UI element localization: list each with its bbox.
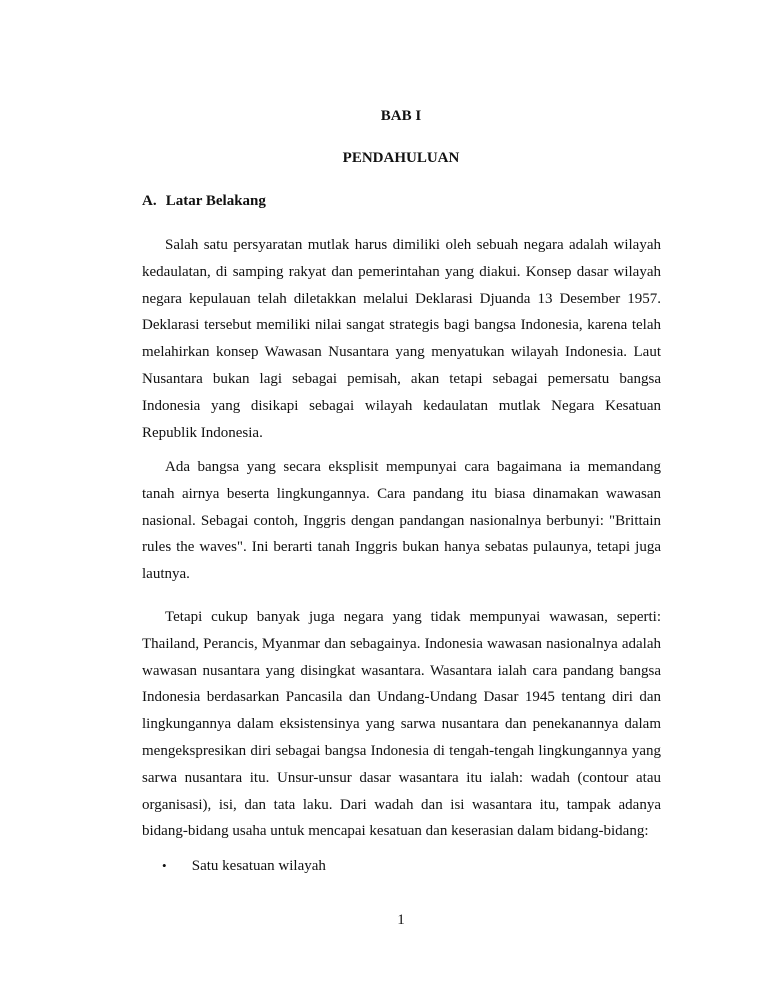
bullet-item (162, 858, 326, 875)
section-number: A. (142, 193, 157, 209)
paragraph-line: Indonesia berdasarkan Pancasila dan Undang-Undang Dasar 1945 tentang diri dan (142, 689, 661, 706)
section-heading (142, 193, 266, 210)
paragraph-line: nasional. Sebagai contoh, Inggris dengan pandangan nasionalnya berbunyi: "Brittain (142, 512, 661, 529)
paragraph-2 (142, 454, 661, 588)
paragraph-line: lingkungannya dalam eksistensinya yang sarwa nusantara dan penekanannya dalam (142, 716, 661, 733)
section-title: Latar Belakang (165, 193, 266, 209)
paragraph-1 (142, 232, 661, 446)
paragraph-line: Ada bangsa yang secara eksplisit mempunyai cara bagaimana ia memandang (165, 459, 661, 475)
paragraph-line: tanah airnya beserta lingkungannya. Cara pandang itu biasa dinamakan wawasan (142, 485, 661, 502)
paragraph-line: melahirkan konsep Wawasan Nusantara yang menyatukan wilayah Indonesia. Laut (142, 344, 661, 361)
paragraph-line: rules the waves". Ini berarti tanah Inggris bukan hanya sebatas pulaunya, tetapi juga (142, 539, 661, 556)
paragraph-line: kedaulatan, di samping rakyat dan pemerintahan yang diakui. Konsep dasar wilayah (142, 263, 661, 280)
paragraph-line: Indonesia yang disikapi sebagai wilayah kedaulatan mutlak Negara Kesatuan (142, 397, 661, 414)
paragraph-line: negara kepulauan telah diletakkan melalui Deklarasi Djuanda 13 Desember 1957. (142, 290, 661, 307)
paragraph-line: Nusantara bukan lagi sebagai pemisah, akan tetapi sebagai pemersatu bangsa (142, 370, 661, 387)
paragraph-3 (142, 604, 661, 845)
bullet-icon: • (162, 858, 167, 873)
paragraph-line: bidang-bidang usaha untuk mencapai kesatuan dan keserasian dalam bidang-bidang: (142, 823, 649, 840)
page-number: 1 (397, 912, 405, 928)
chapter-label: BAB I (380, 108, 422, 124)
bullet-text: Satu kesatuan wilayah (191, 858, 326, 874)
paragraph-line: Salah satu persyaratan mutlak harus dimiliki oleh sebuah negara adalah wilayah (165, 237, 661, 253)
paragraph-line: mengekspresikan diri sebagai bangsa Indonesia di tengah-tengah lingkungannya yang (142, 742, 661, 759)
paragraph-line: Thailand, Perancis, Myanmar dan sebagainya. Indonesia wawasan nasionalnya adalah (142, 635, 661, 652)
paragraph-line: sarwa nusantara itu. Unsur-unsur dasar wasantara itu ialah: wadah (contour atau (142, 769, 661, 786)
paragraph-line: lautnya. (142, 566, 190, 583)
chapter-title: PENDAHULUAN (342, 150, 460, 166)
paragraph-line: organisasi), isi, dan tata laku. Dari wadah dan isi wasantara itu, tampak adanya (142, 796, 661, 813)
paragraph-line: Tetapi cukup banyak juga negara yang tidak mempunyai wawasan, seperti: (165, 609, 661, 625)
paragraph-line: Republik Indonesia. (142, 424, 263, 441)
paragraph-line: Deklarasi tersebut memiliki nilai sangat strategis bagi bangsa Indonesia, karena telah (142, 317, 661, 334)
paragraph-line: wawasan nusantara yang disingkat wasantara. Wasantara ialah cara pandang bangsa (142, 662, 661, 679)
